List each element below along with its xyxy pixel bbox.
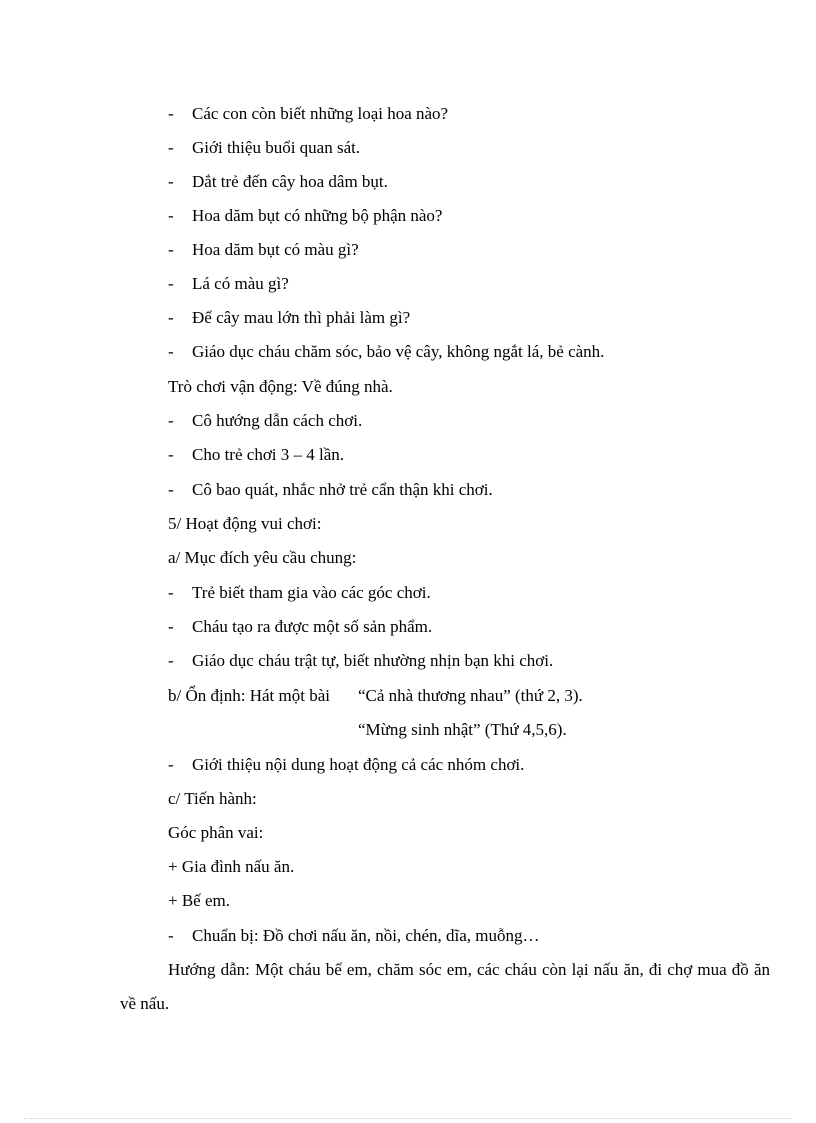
list-item-text: Hoa dăm bụt có màu gì? <box>192 240 359 259</box>
bullet-dash: - <box>168 926 174 945</box>
list-item-text: Giới thiệu buổi quan sát. <box>192 138 361 157</box>
bullet-dash: - <box>168 651 174 670</box>
bullet-dash: - <box>168 480 174 499</box>
list-item-text: Dắt trẻ đến cây hoa dâm bụt. <box>192 172 388 191</box>
list-item-text: Giáo dục cháu chăm sóc, bảo vệ cây, không ngắt lá, bẻ cành. <box>192 342 605 361</box>
song-1: “Cả nhà thương nhau” (thứ 2, 3). <box>358 686 583 705</box>
guide-paragraph-text: Hướng dẫn: Một cháu bế em, chăm sóc em, các cháu còn lại nấu ăn, đi chợ mua đồ ăn về nấu. <box>120 960 770 1013</box>
page-footer-rule <box>24 1118 792 1119</box>
bullet-dash: - <box>168 342 174 361</box>
stabilize-label: b/ Ổn định: Hát một bài <box>168 686 330 705</box>
list-item-text: Giáo dục cháu trật tự, biết nhường nhịn bạn khi chơi. <box>192 651 554 670</box>
bullet-dash: - <box>168 240 174 259</box>
plain-line-text: + Gia đình nấu ăn. <box>168 857 295 876</box>
plain-line-text: + Bế em. <box>168 891 230 910</box>
list-item-text: Hoa dăm bụt có những bộ phận nào? <box>192 206 443 225</box>
section-heading-text: Trò chơi vận động: Về đúng nhà. <box>168 377 393 396</box>
list-item-text: Để cây mau lớn thì phải làm gì? <box>192 308 411 327</box>
section-heading-text: c/ Tiến hành: <box>168 789 257 808</box>
bullet-dash: - <box>168 172 174 191</box>
list-item-text: Trẻ biết tham gia vào các góc chơi. <box>192 583 431 602</box>
bullet-dash: - <box>168 308 174 327</box>
section-heading-text: 5/ Hoạt động vui chơi: <box>168 514 322 533</box>
bullet-dash: - <box>168 274 174 293</box>
section-heading-text: Góc phân vai: <box>168 823 264 842</box>
bullet-dash: - <box>168 583 174 602</box>
list-item-text: Giới thiệu nội dung hoạt động cả các nhóm chơi. <box>192 755 525 774</box>
bullet-dash: - <box>168 104 174 123</box>
bullet-dash: - <box>168 411 174 430</box>
bullet-dash: - <box>168 206 174 225</box>
list-item-text: Cháu tạo ra được một số sản phẩm. <box>192 617 433 636</box>
bullet-dash: - <box>168 755 174 774</box>
list-item-text: Chuẩn bị: Đồ chơi nấu ăn, nồi, chén, dĩa, muỗng… <box>192 926 540 945</box>
list-item-text: Cô bao quát, nhắc nhở trẻ cẩn thận khi chơi. <box>192 480 493 499</box>
list-item-text: Cho trẻ chơi 3 – 4 lần. <box>192 445 345 464</box>
bullet-dash: - <box>168 445 174 464</box>
bullet-dash: - <box>168 617 174 636</box>
list-item-text: Các con còn biết những loại hoa nào? <box>192 104 449 123</box>
list-item-text: Lá có màu gì? <box>192 274 289 293</box>
list-item-text: Cô hướng dẫn cách chơi. <box>192 411 363 430</box>
song-2: “Mừng sinh nhật” (Thứ 4,5,6). <box>358 720 567 739</box>
section-heading-text: a/ Mục đích yêu cầu chung: <box>168 548 357 567</box>
bullet-dash: - <box>168 138 174 157</box>
guide-paragraph <box>120 953 770 1021</box>
